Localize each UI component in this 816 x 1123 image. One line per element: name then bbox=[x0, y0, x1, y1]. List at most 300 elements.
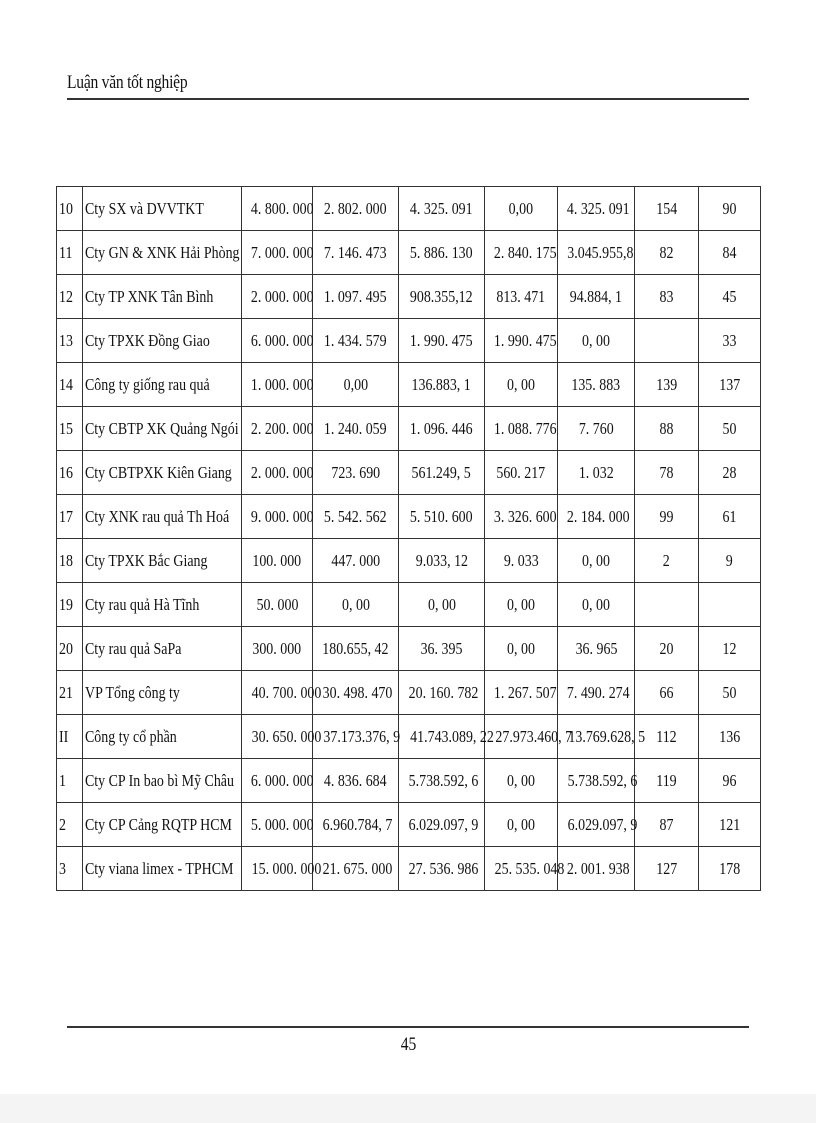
cell-text: 84 bbox=[722, 243, 737, 262]
header-title: Luận văn tốt nghiệp bbox=[67, 72, 188, 93]
cell-text: 30. 498. 470 bbox=[322, 683, 393, 702]
cell-text: 0, 00 bbox=[507, 815, 535, 834]
cell-text: 20 bbox=[59, 639, 73, 658]
cell-col-9 bbox=[699, 759, 761, 803]
cell-col-5 bbox=[399, 627, 485, 671]
cell-col-6 bbox=[485, 451, 558, 495]
cell-col-7 bbox=[558, 759, 638, 803]
cell-text: 28 bbox=[722, 463, 737, 482]
cell-col-3 bbox=[242, 275, 313, 319]
cell-col-3 bbox=[242, 451, 313, 495]
cell-company-name bbox=[83, 671, 242, 715]
cell-col-4 bbox=[313, 407, 399, 451]
cell-col-9 bbox=[699, 451, 761, 495]
cell-text: Cty CP In bao bì Mỹ Châu bbox=[85, 771, 234, 790]
cell-text: 27.973.460, 7 bbox=[495, 727, 573, 746]
cell-text: 50 bbox=[722, 419, 737, 438]
page-number bbox=[0, 1034, 816, 1056]
cell-text: 6. 000. 000 bbox=[250, 771, 314, 790]
cell-col-8 bbox=[635, 847, 699, 891]
cell-col-3 bbox=[242, 847, 322, 891]
cell-text: 2. 200. 000 bbox=[250, 419, 314, 438]
cell-text: 180.655, 42 bbox=[322, 639, 389, 658]
cell-text: 11 bbox=[59, 243, 73, 262]
cell-text: 0, 00 bbox=[341, 595, 370, 614]
cell-col-9 bbox=[699, 539, 761, 583]
cell-col-5 bbox=[399, 319, 485, 363]
header-divider bbox=[67, 98, 749, 100]
cell-col-3 bbox=[242, 407, 313, 451]
cell-col-9 bbox=[699, 275, 761, 319]
cell-text: 2 bbox=[59, 815, 66, 834]
cell-text: 14 bbox=[59, 375, 73, 394]
cell-col-7 bbox=[558, 583, 635, 627]
cell-text: 36. 395 bbox=[420, 639, 463, 658]
cell-text: 90 bbox=[722, 199, 737, 218]
cell-text: VP Tổng công ty bbox=[85, 683, 180, 702]
table-row bbox=[57, 539, 761, 583]
cell-col-5 bbox=[399, 671, 485, 715]
cell-text: 9. 033 bbox=[503, 551, 539, 570]
cell-text: Cty GN & XNK Hải Phòng bbox=[85, 243, 240, 262]
cell-col-7 bbox=[558, 539, 635, 583]
cell-col-5 bbox=[399, 451, 485, 495]
cell-text: 2. 000. 000 bbox=[250, 463, 314, 482]
cell-text: 0, 00 bbox=[582, 595, 610, 614]
cell-text: 139 bbox=[656, 375, 677, 394]
cell-text: 1. 990. 475 bbox=[493, 331, 557, 350]
cell-col-8 bbox=[635, 275, 699, 319]
cell-company-name bbox=[83, 627, 242, 671]
cell-text: 83 bbox=[659, 287, 674, 306]
cell-row-number bbox=[57, 495, 83, 539]
cell-row-number bbox=[57, 363, 83, 407]
cell-text: 94.884, 1 bbox=[569, 287, 623, 306]
cell-col-3 bbox=[242, 319, 313, 363]
table-row bbox=[57, 407, 761, 451]
cell-company-name bbox=[83, 363, 242, 407]
cell-text: 5. 886. 130 bbox=[410, 243, 473, 262]
data-table bbox=[56, 186, 761, 891]
cell-col-9 bbox=[699, 715, 761, 759]
cell-text: 1. 032 bbox=[578, 463, 614, 482]
cell-text: Cty CBTP XK Quảng Ngói bbox=[85, 419, 239, 438]
cell-col-4 bbox=[313, 495, 399, 539]
cell-text: 6.029.097, 9 bbox=[408, 815, 479, 834]
cell-col-5 bbox=[399, 407, 485, 451]
cell-col-3 bbox=[242, 363, 313, 407]
cell-text: 0, 00 bbox=[507, 595, 535, 614]
cell-company-name bbox=[83, 231, 242, 275]
cell-col-5 bbox=[399, 715, 494, 759]
cell-col-3 bbox=[242, 671, 322, 715]
cell-text: 9. 000. 000 bbox=[250, 507, 314, 526]
cell-text: Cty CP Cảng RQTP HCM bbox=[85, 815, 232, 834]
cell-text: 154 bbox=[656, 199, 677, 218]
cell-row-number bbox=[57, 319, 83, 363]
table-row bbox=[57, 187, 761, 231]
cell-text: 2. 840. 175 bbox=[493, 243, 557, 262]
cell-text: 10 bbox=[59, 199, 73, 218]
cell-text: Công ty giống rau quả bbox=[85, 375, 210, 394]
cell-text: 5.738.592, 6 bbox=[408, 771, 479, 790]
cell-col-8 bbox=[635, 627, 699, 671]
cell-col-3 bbox=[242, 187, 313, 231]
cell-text: 121 bbox=[719, 815, 740, 834]
cell-text: 0, 00 bbox=[582, 551, 610, 570]
cell-text: 119 bbox=[656, 771, 677, 790]
cell-row-number bbox=[57, 847, 83, 891]
cell-text: 2. 802. 000 bbox=[324, 199, 387, 218]
cell-col-3 bbox=[242, 715, 322, 759]
cell-text: 560. 217 bbox=[496, 463, 546, 482]
cell-text: 6. 000. 000 bbox=[250, 331, 314, 350]
cell-col-3 bbox=[242, 539, 313, 583]
cell-col-6 bbox=[485, 319, 558, 363]
cell-text: 7. 760 bbox=[578, 419, 614, 438]
cell-text: 20 bbox=[659, 639, 674, 658]
cell-col-8 bbox=[635, 231, 699, 275]
cell-text: 136 bbox=[719, 727, 740, 746]
page-bottom-band bbox=[0, 1094, 816, 1123]
cell-text: Cty TP XNK Tân Bình bbox=[85, 287, 214, 306]
cell-row-number bbox=[57, 671, 83, 715]
cell-col-4 bbox=[313, 715, 399, 759]
cell-col-4 bbox=[313, 451, 399, 495]
cell-col-9 bbox=[699, 363, 761, 407]
cell-text: 21 bbox=[59, 683, 73, 702]
cell-col-7 bbox=[558, 671, 635, 715]
cell-text: 561.249, 5 bbox=[411, 463, 472, 482]
cell-col-8 bbox=[635, 407, 699, 451]
cell-text: 7. 000. 000 bbox=[250, 243, 314, 262]
cell-company-name bbox=[83, 583, 242, 627]
cell-company-name bbox=[83, 715, 242, 759]
cell-col-5 bbox=[399, 583, 485, 627]
cell-col-6 bbox=[485, 187, 558, 231]
cell-text: 136.883, 1 bbox=[411, 375, 472, 394]
cell-row-number bbox=[57, 539, 83, 583]
cell-col-6 bbox=[485, 583, 558, 627]
cell-company-name bbox=[83, 407, 242, 451]
cell-col-8 bbox=[635, 539, 699, 583]
cell-col-6 bbox=[485, 759, 558, 803]
cell-col-7 bbox=[558, 187, 635, 231]
cell-text: Cty CBTPXK Kiên Giang bbox=[85, 463, 232, 482]
cell-text: 1. 088. 776 bbox=[493, 419, 557, 438]
cell-col-6 bbox=[485, 231, 558, 275]
cell-col-9 bbox=[699, 495, 761, 539]
cell-col-9 bbox=[699, 583, 761, 627]
cell-col-6 bbox=[485, 847, 565, 891]
cell-text: 88 bbox=[659, 419, 674, 438]
cell-text: 2 bbox=[663, 551, 670, 570]
cell-text: 100. 000 bbox=[252, 551, 302, 570]
cell-col-7 bbox=[558, 231, 635, 275]
cell-text: 5. 510. 600 bbox=[410, 507, 473, 526]
cell-text: 12 bbox=[59, 287, 73, 306]
cell-text: 7. 146. 473 bbox=[324, 243, 387, 262]
cell-text: 41.743.089, 22 bbox=[410, 727, 494, 746]
cell-text: 6.029.097, 9 bbox=[567, 815, 638, 834]
cell-text: 908.355,12 bbox=[410, 287, 473, 306]
cell-col-3 bbox=[242, 495, 313, 539]
cell-text: 1. 240. 059 bbox=[324, 419, 387, 438]
table-row bbox=[57, 231, 761, 275]
cell-text: Cty TPXK Đồng Giao bbox=[85, 331, 210, 350]
cell-col-7 bbox=[558, 363, 635, 407]
cell-col-9 bbox=[699, 847, 761, 891]
cell-row-number bbox=[57, 759, 83, 803]
cell-col-5 bbox=[399, 231, 485, 275]
cell-text: 9.033, 12 bbox=[415, 551, 468, 570]
cell-text: 1. 434. 579 bbox=[324, 331, 387, 350]
cell-text: 178 bbox=[719, 859, 740, 878]
cell-col-6 bbox=[485, 539, 558, 583]
cell-col-4 bbox=[313, 759, 399, 803]
cell-text: 16 bbox=[59, 463, 73, 482]
cell-col-5 bbox=[399, 363, 485, 407]
cell-text: 45 bbox=[722, 287, 737, 306]
cell-row-number bbox=[57, 231, 83, 275]
cell-company-name bbox=[83, 539, 242, 583]
cell-text: 1. 267. 507 bbox=[493, 683, 557, 702]
cell-text: 5. 000. 000 bbox=[250, 815, 314, 834]
cell-col-4 bbox=[313, 627, 399, 671]
cell-company-name bbox=[83, 451, 242, 495]
table-row bbox=[57, 319, 761, 363]
cell-text: Cty TPXK Bắc Giang bbox=[85, 551, 208, 570]
cell-col-4 bbox=[313, 847, 399, 891]
cell-text: 36. 965 bbox=[575, 639, 617, 658]
cell-text: 0, 00 bbox=[507, 375, 535, 394]
cell-company-name bbox=[83, 847, 242, 891]
cell-col-7 bbox=[558, 319, 635, 363]
cell-text: 0, 00 bbox=[507, 771, 535, 790]
cell-text: 4. 800. 000 bbox=[250, 199, 314, 218]
cell-text: 4. 325. 091 bbox=[566, 199, 630, 218]
cell-col-7 bbox=[558, 451, 635, 495]
cell-col-8 bbox=[635, 671, 699, 715]
cell-text: 99 bbox=[659, 507, 674, 526]
cell-text: 1. 990. 475 bbox=[410, 331, 473, 350]
cell-text: 82 bbox=[659, 243, 674, 262]
cell-row-number bbox=[57, 407, 83, 451]
table-row bbox=[57, 627, 761, 671]
cell-col-4 bbox=[313, 539, 399, 583]
table-row bbox=[57, 363, 761, 407]
cell-text: 20. 160. 782 bbox=[408, 683, 479, 702]
cell-text: 0, 00 bbox=[427, 595, 456, 614]
cell-text: 7. 490. 274 bbox=[566, 683, 630, 702]
cell-col-8 bbox=[635, 187, 699, 231]
cell-col-6 bbox=[485, 803, 558, 847]
cell-col-7 bbox=[558, 407, 635, 451]
cell-col-4 bbox=[313, 803, 399, 847]
cell-text: 30. 650. 000 bbox=[251, 727, 322, 746]
cell-col-8 bbox=[635, 803, 699, 847]
cell-text: 13 bbox=[59, 331, 73, 350]
cell-company-name bbox=[83, 495, 242, 539]
table-row bbox=[57, 847, 761, 891]
cell-row-number bbox=[57, 627, 83, 671]
cell-text: 37.173.376, 9 bbox=[323, 727, 401, 746]
cell-col-8 bbox=[635, 583, 699, 627]
cell-company-name bbox=[83, 759, 242, 803]
cell-text: Cty viana limex - TPHCM bbox=[85, 859, 234, 878]
cell-col-7 bbox=[558, 847, 635, 891]
cell-col-7 bbox=[558, 715, 646, 759]
cell-text: 1. 097. 495 bbox=[324, 287, 387, 306]
cell-col-8 bbox=[635, 495, 699, 539]
cell-text: 27. 536. 986 bbox=[408, 859, 479, 878]
cell-row-number bbox=[57, 715, 83, 759]
cell-text: 15. 000. 000 bbox=[251, 859, 322, 878]
cell-text: 9 bbox=[726, 551, 733, 570]
table-row bbox=[57, 759, 761, 803]
cell-text: 447. 000 bbox=[331, 551, 380, 570]
cell-col-4 bbox=[313, 231, 399, 275]
cell-col-5 bbox=[399, 539, 485, 583]
cell-col-6 bbox=[485, 671, 558, 715]
cell-text: 0,00 bbox=[508, 199, 534, 218]
cell-col-3 bbox=[242, 759, 313, 803]
cell-col-9 bbox=[699, 407, 761, 451]
table-row bbox=[57, 583, 761, 627]
cell-col-3 bbox=[242, 231, 313, 275]
cell-col-6 bbox=[485, 363, 558, 407]
cell-col-5 bbox=[399, 495, 485, 539]
cell-text: 61 bbox=[722, 507, 737, 526]
cell-text: Cty rau quả SaPa bbox=[85, 639, 182, 658]
cell-company-name bbox=[83, 187, 242, 231]
cell-text: 4. 325. 091 bbox=[410, 199, 473, 218]
cell-text: 5. 542. 562 bbox=[324, 507, 387, 526]
cell-row-number bbox=[57, 583, 83, 627]
cell-text: 87 bbox=[659, 815, 674, 834]
cell-col-5 bbox=[399, 803, 485, 847]
cell-text: 3.045.955,8 bbox=[567, 243, 634, 262]
cell-row-number bbox=[57, 187, 83, 231]
cell-text: 19 bbox=[59, 595, 73, 614]
cell-col-7 bbox=[558, 803, 638, 847]
cell-col-4 bbox=[313, 363, 399, 407]
cell-text: 3. 326. 600 bbox=[493, 507, 557, 526]
cell-text: 15 bbox=[59, 419, 73, 438]
cell-col-9 bbox=[699, 671, 761, 715]
cell-col-9 bbox=[699, 187, 761, 231]
cell-text: Cty rau quả Hà Tĩnh bbox=[85, 595, 200, 614]
cell-text: 1 bbox=[59, 771, 66, 790]
cell-col-8 bbox=[635, 759, 699, 803]
table-row bbox=[57, 451, 761, 495]
cell-col-4 bbox=[313, 583, 399, 627]
cell-text: 50 bbox=[722, 683, 737, 702]
table-row bbox=[57, 671, 761, 715]
cell-text: 1. 000. 000 bbox=[250, 375, 314, 394]
cell-text: 66 bbox=[659, 683, 674, 702]
cell-text: 2. 184. 000 bbox=[566, 507, 630, 526]
cell-col-7 bbox=[558, 495, 635, 539]
cell-col-5 bbox=[399, 275, 485, 319]
cell-text: 96 bbox=[722, 771, 737, 790]
cell-col-4 bbox=[313, 187, 399, 231]
cell-row-number bbox=[57, 451, 83, 495]
cell-col-4 bbox=[313, 275, 399, 319]
cell-row-number bbox=[57, 803, 83, 847]
cell-col-4 bbox=[313, 671, 399, 715]
cell-text: 12 bbox=[722, 639, 737, 658]
cell-text: 13.769.628, 5 bbox=[568, 727, 646, 746]
table-row bbox=[57, 715, 761, 759]
cell-text: 112 bbox=[656, 727, 677, 746]
table-row bbox=[57, 803, 761, 847]
cell-text: 0, 00 bbox=[582, 331, 610, 350]
cell-col-6 bbox=[485, 715, 573, 759]
cell-text: 1. 096. 446 bbox=[410, 419, 473, 438]
cell-col-8 bbox=[635, 363, 699, 407]
cell-text: 40. 700. 000 bbox=[251, 683, 322, 702]
cell-text: 4. 836. 684 bbox=[324, 771, 387, 790]
cell-col-6 bbox=[485, 495, 558, 539]
cell-col-3 bbox=[242, 803, 313, 847]
cell-col-6 bbox=[485, 275, 558, 319]
cell-text: Cty SX và DVVTKT bbox=[85, 199, 204, 218]
cell-col-4 bbox=[313, 319, 399, 363]
cell-text: 3 bbox=[59, 859, 66, 878]
cell-text: 300. 000 bbox=[252, 639, 302, 658]
cell-text: 33 bbox=[722, 331, 737, 350]
cell-text: 21. 675. 000 bbox=[322, 859, 393, 878]
cell-col-5 bbox=[399, 759, 485, 803]
cell-text: 25. 535. 048 bbox=[494, 859, 565, 878]
cell-text: 2. 001. 938 bbox=[566, 859, 630, 878]
cell-text: 78 bbox=[659, 463, 674, 482]
cell-col-7 bbox=[558, 275, 635, 319]
cell-col-7 bbox=[558, 627, 635, 671]
cell-text: 17 bbox=[59, 507, 73, 526]
cell-text: 50. 000 bbox=[256, 595, 298, 614]
cell-text: Công ty cổ phần bbox=[85, 727, 177, 746]
cell-col-5 bbox=[399, 187, 485, 231]
cell-col-5 bbox=[399, 847, 485, 891]
cell-col-9 bbox=[699, 803, 761, 847]
cell-text: 135. 883 bbox=[571, 375, 621, 394]
cell-text: 6.960.784, 7 bbox=[322, 815, 393, 834]
cell-col-3 bbox=[242, 627, 313, 671]
table-row bbox=[57, 275, 761, 319]
footer-divider bbox=[67, 1026, 749, 1028]
cell-text: 127 bbox=[656, 859, 677, 878]
cell-col-9 bbox=[699, 231, 761, 275]
cell-text: 137 bbox=[719, 375, 740, 394]
cell-col-8 bbox=[635, 451, 699, 495]
cell-col-6 bbox=[485, 407, 558, 451]
cell-company-name bbox=[83, 803, 242, 847]
cell-col-3 bbox=[242, 583, 313, 627]
table-row bbox=[57, 495, 761, 539]
cell-text: 813. 471 bbox=[496, 287, 546, 306]
cell-text: II bbox=[59, 727, 69, 746]
cell-company-name bbox=[83, 275, 242, 319]
cell-text: 18 bbox=[59, 551, 73, 570]
cell-company-name bbox=[83, 319, 242, 363]
cell-text: 5.738.592, 6 bbox=[567, 771, 638, 790]
cell-text: Cty XNK rau quả Th Hoá bbox=[85, 507, 230, 526]
cell-col-6 bbox=[485, 627, 558, 671]
cell-text: 0, 00 bbox=[507, 639, 535, 658]
page-number-text: 45 bbox=[400, 1034, 416, 1055]
